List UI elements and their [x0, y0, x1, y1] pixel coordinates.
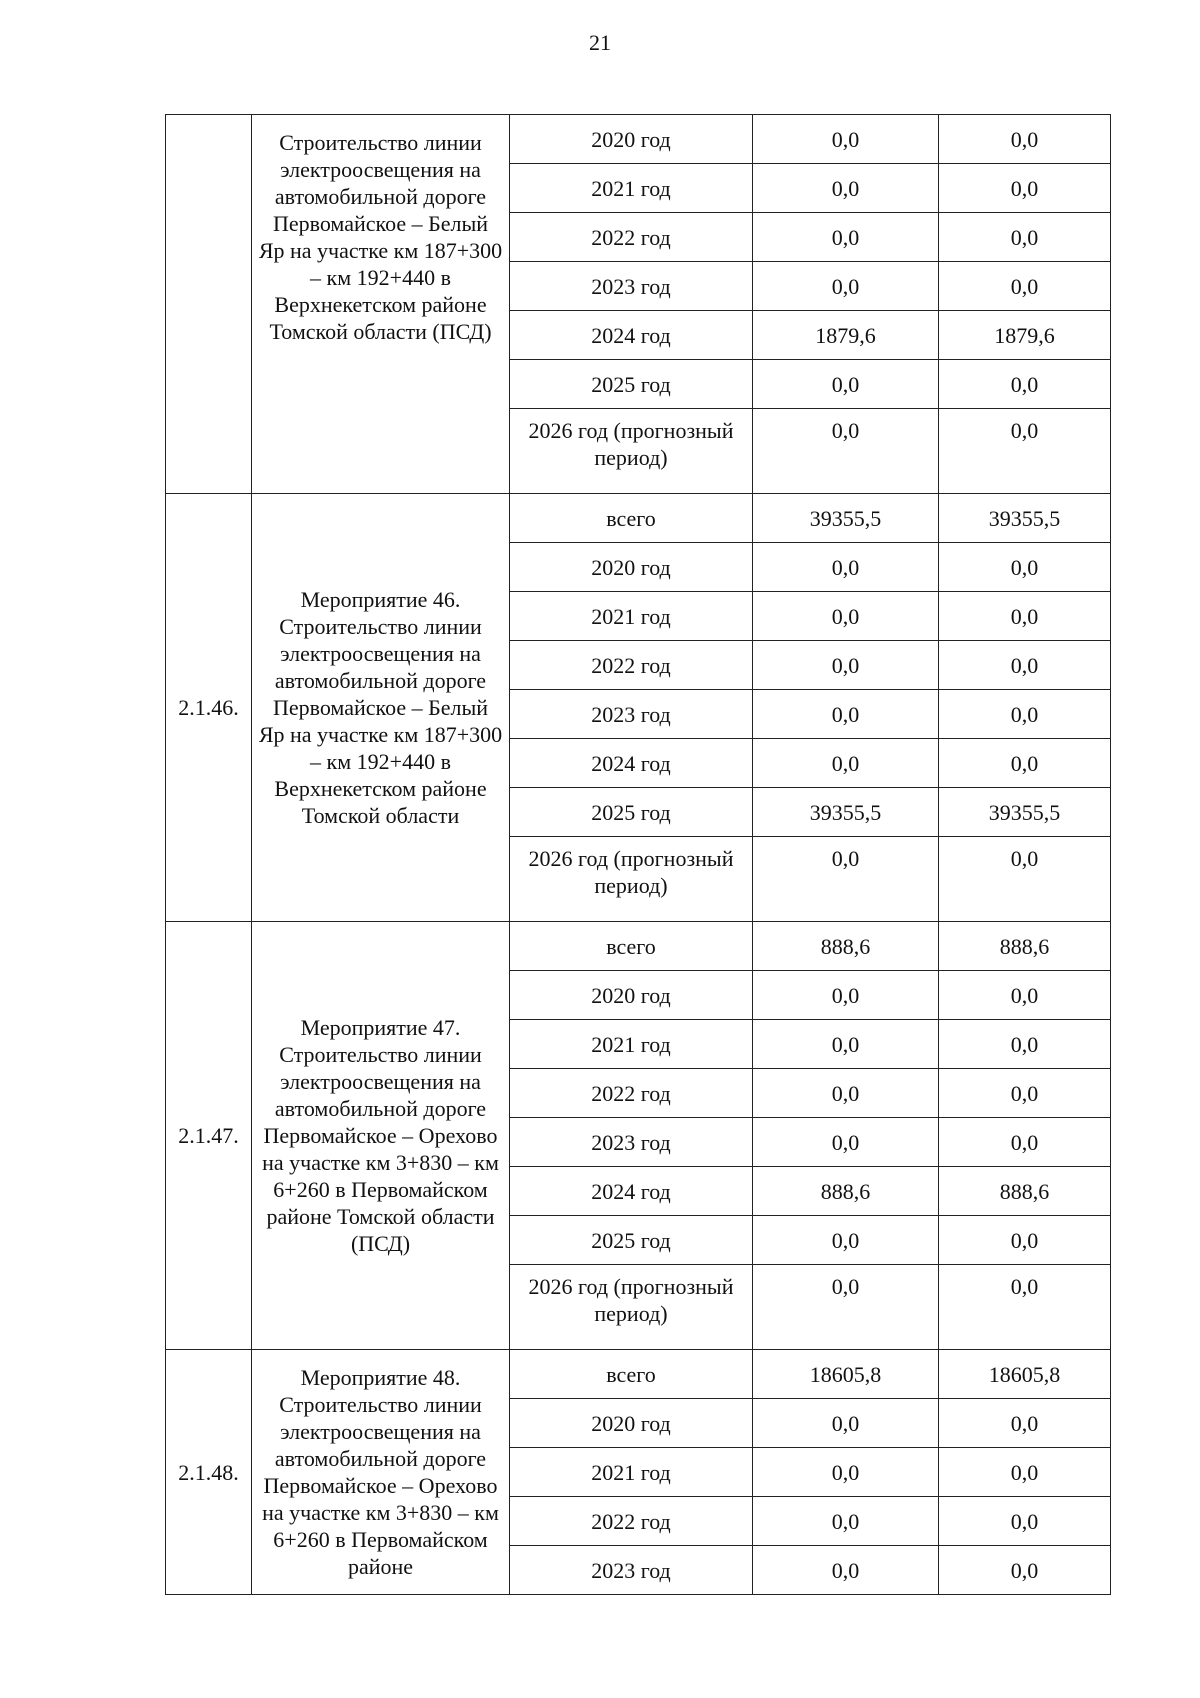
period-cell: 2023 год	[510, 1118, 753, 1167]
period-cell: 2022 год	[510, 1497, 753, 1546]
period-cell: 2021 год	[510, 1448, 753, 1497]
value-cell-2: 0,0	[939, 1546, 1111, 1595]
value-cell-1: 888,6	[753, 1167, 939, 1216]
value-cell-2: 39355,5	[939, 788, 1111, 837]
value-cell-2: 1879,6	[939, 311, 1111, 360]
value-cell-1: 0,0	[753, 115, 939, 164]
period-cell: 2022 год	[510, 213, 753, 262]
value-cell-1: 0,0	[753, 360, 939, 409]
measure-description: Мероприятие 48. Строительство линии электроосвещения на автомобильной дороге Первомайское – Орехово на участке км 3+830 – км 6+260 в Первомайском районе	[252, 1350, 510, 1595]
value-cell-1: 0,0	[753, 213, 939, 262]
table-row	[166, 494, 1111, 543]
period-cell: 2023 год	[510, 262, 753, 311]
value-cell-1: 0,0	[753, 739, 939, 788]
value-cell-2: 888,6	[939, 922, 1111, 971]
measure-number: 2.1.47.	[166, 922, 252, 1350]
value-cell-1: 0,0	[753, 971, 939, 1020]
value-cell-1: 0,0	[753, 1399, 939, 1448]
value-cell-2: 0,0	[939, 1069, 1111, 1118]
value-cell-2: 0,0	[939, 1497, 1111, 1546]
value-cell-2: 0,0	[939, 641, 1111, 690]
period-cell: 2020 год	[510, 543, 753, 592]
value-cell-2: 0,0	[939, 739, 1111, 788]
period-cell: 2024 год	[510, 311, 753, 360]
period-cell: всего	[510, 494, 753, 543]
value-cell-1: 0,0	[753, 1448, 939, 1497]
table-row	[166, 115, 1111, 164]
page-number: 21	[589, 30, 611, 55]
value-cell-2: 39355,5	[939, 494, 1111, 543]
period-cell: 2026 год (прогнозный период)	[510, 409, 753, 494]
value-cell-2: 0,0	[939, 1020, 1111, 1069]
period-cell: 2024 год	[510, 739, 753, 788]
measure-description: Мероприятие 46. Строительство линии электроосвещения на автомобильной дороге Первомайское – Белый Яр на участке км 187+300 – км 192+440 в Верхнекетском районе Томской области	[252, 494, 510, 922]
value-cell-2: 0,0	[939, 1118, 1111, 1167]
period-cell: 2021 год	[510, 592, 753, 641]
value-cell-2: 888,6	[939, 1167, 1111, 1216]
measure-number: 2.1.46.	[166, 494, 252, 922]
period-cell: всего	[510, 1350, 753, 1399]
value-cell-1: 0,0	[753, 1118, 939, 1167]
value-cell-1: 0,0	[753, 641, 939, 690]
period-cell: 2023 год	[510, 1546, 753, 1595]
value-cell-1: 1879,6	[753, 311, 939, 360]
measure-description: Мероприятие 47. Строительство линии электроосвещения на автомобильной дороге Первомайское – Орехово на участке км 3+830 – км 6+260 в Первомайском районе Томской области (ПСД)	[252, 922, 510, 1350]
value-cell-2: 0,0	[939, 1216, 1111, 1265]
measure-number	[166, 115, 252, 494]
value-cell-1: 0,0	[753, 1216, 939, 1265]
value-cell-2: 0,0	[939, 837, 1111, 922]
value-cell-1: 0,0	[753, 409, 939, 494]
period-cell: 2026 год (прогнозный период)	[510, 837, 753, 922]
value-cell-1: 0,0	[753, 1546, 939, 1595]
value-cell-1: 39355,5	[753, 788, 939, 837]
value-cell-1: 0,0	[753, 1069, 939, 1118]
value-cell-2: 0,0	[939, 690, 1111, 739]
value-cell-1: 0,0	[753, 1020, 939, 1069]
value-cell-1: 0,0	[753, 837, 939, 922]
value-cell-1: 0,0	[753, 1265, 939, 1350]
period-cell: 2026 год (прогнозный период)	[510, 1265, 753, 1350]
table-row	[166, 1350, 1111, 1399]
period-cell: 2021 год	[510, 164, 753, 213]
measure-number: 2.1.48.	[166, 1350, 252, 1595]
value-cell-2: 0,0	[939, 164, 1111, 213]
period-cell: 2022 год	[510, 641, 753, 690]
period-cell: 2020 год	[510, 971, 753, 1020]
value-cell-1: 0,0	[753, 592, 939, 641]
value-cell-1: 0,0	[753, 164, 939, 213]
value-cell-1: 888,6	[753, 922, 939, 971]
period-cell: 2025 год	[510, 360, 753, 409]
value-cell-1: 0,0	[753, 543, 939, 592]
measure-description: Строительство линии электроосвещения на автомобильной дороге Первомайское – Белый Яр на участке км 187+300 – км 192+440 в Верхнекетском районе Томской области (ПСД)	[252, 115, 510, 494]
period-cell: 2024 год	[510, 1167, 753, 1216]
value-cell-2: 0,0	[939, 1399, 1111, 1448]
period-cell: 2025 год	[510, 788, 753, 837]
value-cell-1: 0,0	[753, 690, 939, 739]
value-cell-2: 0,0	[939, 592, 1111, 641]
period-cell: всего	[510, 922, 753, 971]
period-cell: 2021 год	[510, 1020, 753, 1069]
funding-table-body	[166, 115, 1111, 1595]
value-cell-1: 39355,5	[753, 494, 939, 543]
period-cell: 2025 год	[510, 1216, 753, 1265]
value-cell-2: 0,0	[939, 213, 1111, 262]
funding-table	[165, 114, 1111, 1595]
value-cell-1: 0,0	[753, 1497, 939, 1546]
period-cell: 2022 год	[510, 1069, 753, 1118]
value-cell-2: 0,0	[939, 409, 1111, 494]
value-cell-2: 0,0	[939, 360, 1111, 409]
period-cell: 2020 год	[510, 115, 753, 164]
period-cell: 2020 год	[510, 1399, 753, 1448]
value-cell-1: 18605,8	[753, 1350, 939, 1399]
value-cell-2: 0,0	[939, 543, 1111, 592]
value-cell-1: 0,0	[753, 262, 939, 311]
table-row	[166, 922, 1111, 971]
value-cell-2: 0,0	[939, 1265, 1111, 1350]
value-cell-2: 18605,8	[939, 1350, 1111, 1399]
value-cell-2: 0,0	[939, 1448, 1111, 1497]
period-cell: 2023 год	[510, 690, 753, 739]
value-cell-2: 0,0	[939, 115, 1111, 164]
value-cell-2: 0,0	[939, 971, 1111, 1020]
value-cell-2: 0,0	[939, 262, 1111, 311]
